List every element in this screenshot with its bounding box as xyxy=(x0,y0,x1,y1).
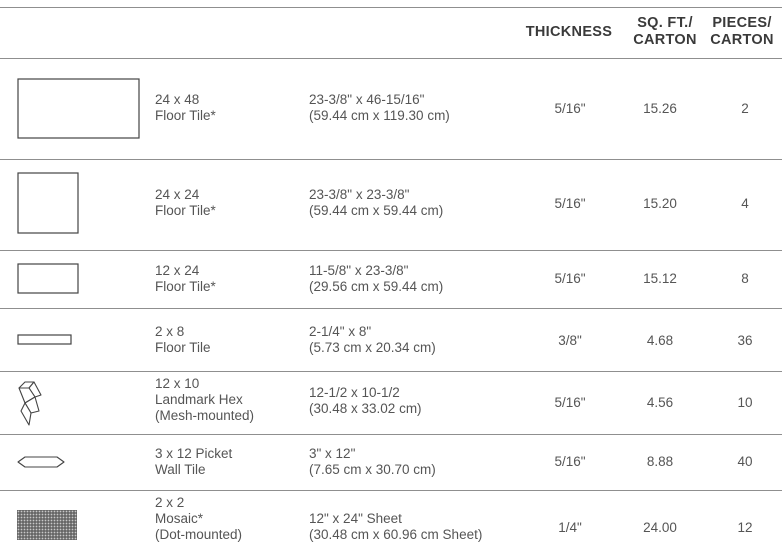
header-pieces: PIECES/ CARTON xyxy=(710,15,774,48)
picket-tile-icon xyxy=(17,456,65,468)
table-row xyxy=(0,490,782,559)
medium-rectangle-tile-icon xyxy=(17,263,80,295)
pieces-value: 4 xyxy=(741,196,749,211)
table-row xyxy=(0,371,782,434)
pieces-value: 2 xyxy=(741,101,749,116)
mosaic-sheet-icon xyxy=(17,510,79,542)
table-row xyxy=(0,308,782,371)
thickness-value: 5/16" xyxy=(554,101,586,116)
header-thickness: THICKNESS xyxy=(525,24,613,40)
tile-name: 24 x 48 Floor Tile* xyxy=(155,92,216,123)
pieces-value: 10 xyxy=(737,395,753,410)
tile-name: 3 x 12 Picket Wall Tile xyxy=(155,446,233,477)
top-rule xyxy=(0,7,782,8)
thickness-value: 5/16" xyxy=(554,196,586,211)
sqft-value: 15.12 xyxy=(643,271,677,286)
tile-dimensions: 3" x 12" (7.65 cm x 30.70 cm) xyxy=(309,446,436,477)
tile-name: 24 x 24 Floor Tile* xyxy=(155,187,216,218)
sqft-value: 24.00 xyxy=(643,520,677,535)
large-rectangle-tile-icon xyxy=(17,78,141,140)
tile-dimensions: 23-3/8" x 46-15/16" (59.44 cm x 119.30 cm) xyxy=(309,92,450,123)
narrow-plank-tile-icon xyxy=(17,334,73,346)
pieces-value: 8 xyxy=(741,271,749,286)
tile-dimensions: 12" x 24" Sheet (30.48 cm x 60.96 cm Sheet) xyxy=(309,511,483,542)
pieces-value: 12 xyxy=(737,520,753,535)
square-tile-icon xyxy=(17,172,80,235)
sqft-value: 8.88 xyxy=(646,454,674,469)
tile-dimensions: 11-5/8" x 23-3/8" (29.56 cm x 59.44 cm) xyxy=(309,263,444,294)
tile-name: 2 x 8 Floor Tile xyxy=(155,324,211,355)
sqft-value: 15.26 xyxy=(643,101,677,116)
sqft-value: 4.68 xyxy=(646,333,674,348)
pieces-value: 36 xyxy=(737,333,753,348)
table-row xyxy=(0,250,782,308)
header-sqft: SQ. FT./ CARTON xyxy=(633,15,697,48)
thickness-value: 3/8" xyxy=(558,333,582,348)
sqft-value: 4.56 xyxy=(646,395,674,410)
tile-name: 12 x 10 Landmark Hex (Mesh-mounted) xyxy=(155,376,255,423)
table-row xyxy=(0,159,782,250)
pieces-value: 40 xyxy=(737,454,753,469)
tile-dimensions: 23-3/8" x 23-3/8" (59.44 cm x 59.44 cm) xyxy=(309,187,444,218)
thickness-value: 5/16" xyxy=(554,395,586,410)
landmark-hex-tile-icon xyxy=(17,381,43,427)
table-row xyxy=(0,434,782,490)
table-row xyxy=(0,58,782,159)
tile-name: 12 x 24 Floor Tile* xyxy=(155,263,216,294)
thickness-value: 5/16" xyxy=(554,454,586,469)
tile-dimensions: 2-1/4" x 8" (5.73 cm x 20.34 cm) xyxy=(309,324,436,355)
sqft-value: 15.20 xyxy=(643,196,677,211)
tile-name: 2 x 2 Mosaic* (Dot-mounted) xyxy=(155,495,243,542)
thickness-value: 5/16" xyxy=(554,271,586,286)
tile-dimensions: 12-1/2 x 10-1/2 (30.48 x 33.02 cm) xyxy=(309,385,422,416)
thickness-value: 1/4" xyxy=(558,520,582,535)
